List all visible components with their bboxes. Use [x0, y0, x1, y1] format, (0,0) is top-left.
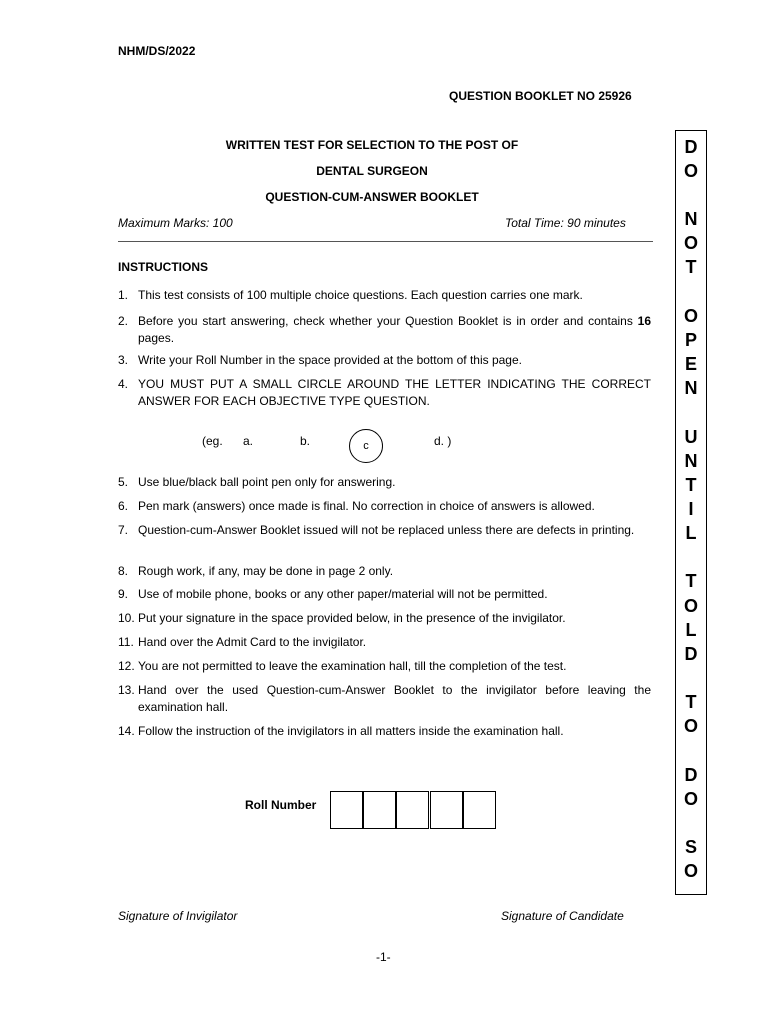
page-number: -1- [376, 950, 391, 964]
example-circled-option-c: c [349, 429, 383, 463]
banner-letter: O [683, 161, 698, 181]
instruction-item [118, 682, 651, 716]
instruction-item [118, 522, 651, 539]
roll-number-digit-box[interactable] [396, 791, 429, 829]
example-open: (eg. [202, 434, 223, 448]
banner-letter: I [688, 499, 694, 519]
roll-number-label: Roll Number [245, 798, 317, 812]
item-number: 13. [118, 683, 135, 697]
item-text: Use of mobile phone, books or any other paper/material will not be permitted. [138, 587, 548, 601]
banner-letter: T [685, 257, 697, 277]
banner-letter: P [684, 330, 697, 350]
banner-letter: N [684, 209, 698, 229]
banner-letter: O [683, 596, 698, 616]
banner-letter: O [683, 233, 698, 253]
item-text: You are not permitted to leave the examination hall, till the completion of the test. [138, 659, 567, 673]
instruction-item [118, 658, 651, 675]
banner-letter: T [685, 571, 697, 591]
instructions-heading: INSTRUCTIONS [118, 260, 208, 274]
banner-letter: D [684, 137, 698, 157]
instruction-item [118, 563, 651, 580]
instruction-item [118, 634, 651, 651]
item-text: This test consists of 100 multiple choice questions. Each question carries one mark. [138, 288, 583, 302]
banner-letter: L [685, 620, 697, 640]
item-text [138, 313, 651, 347]
item-number: 6. [118, 499, 129, 513]
divider [118, 241, 653, 242]
example-option-b: b. [300, 434, 311, 448]
item-number: 11. [118, 635, 134, 649]
banner-letter: U [684, 427, 698, 447]
instruction-item [118, 723, 651, 740]
item-number: 5. [118, 475, 129, 489]
roll-number-digit-box[interactable] [363, 791, 396, 829]
instruction-item [118, 376, 651, 410]
item-number: 3. [118, 353, 129, 367]
item-number: 1. [118, 288, 129, 302]
question-booklet-number: QUESTION BOOKLET NO 25926 [449, 89, 632, 103]
item-text-part: pages. [138, 331, 175, 345]
item-text: Follow the instruction of the invigilators in all matters inside the examination hall. [138, 724, 564, 738]
roll-number-digit-box[interactable] [330, 791, 363, 829]
candidate-signature-label: Signature of Candidate [501, 909, 624, 923]
instruction-item [118, 498, 651, 515]
invigilator-signature-label: Signature of Invigilator [118, 909, 238, 923]
banner-letter: D [684, 765, 698, 785]
item-text: YOU MUST PUT A SMALL CIRCLE AROUND THE LETTER INDICATING THE CORRECT ANSWER FOR EACH OBJECTIVE TYPE QUESTION. [138, 377, 651, 408]
item-number: 8. [118, 564, 129, 578]
banner-letter: L [685, 523, 697, 543]
item-number: 2. [118, 314, 129, 328]
maximum-marks: Maximum Marks: 100 [118, 216, 233, 230]
item-number: 7. [118, 523, 129, 537]
title-line-2: DENTAL SURGEON [316, 164, 428, 178]
banner-letter: D [684, 644, 698, 664]
item-number: 10. [118, 611, 135, 625]
item-text: Pen mark (answers) once made is final. No correction in choice of answers is allowed. [138, 499, 595, 513]
item-number: 12. [118, 659, 135, 673]
banner-letter: O [683, 716, 698, 736]
banner-letter: O [683, 789, 698, 809]
item-text: Put your signature in the space provided below, in the presence of the invigilator. [138, 611, 566, 625]
item-number: 4. [118, 377, 129, 391]
instruction-item [118, 586, 651, 603]
paper-code: NHM/DS/2022 [118, 44, 196, 58]
instruction-item [118, 474, 651, 491]
banner-letter: T [685, 475, 697, 495]
item-text: Rough work, if any, may be done in page 2 only. [138, 564, 394, 578]
instruction-item [118, 352, 651, 369]
banner-letter: N [684, 378, 698, 398]
example-option-d: d. ) [434, 434, 452, 448]
banner-letter: O [683, 861, 698, 881]
title-line-1: WRITTEN TEST FOR SELECTION TO THE POST OF [225, 138, 519, 152]
item-text: Use blue/black ball point pen only for answering. [138, 475, 396, 489]
item-number: 14. [118, 724, 135, 738]
instruction-item [118, 313, 651, 347]
item-text: Question-cum-Answer Booklet issued will not be replaced unless there are defects in printing. [138, 523, 635, 537]
instruction-item [118, 287, 651, 304]
banner-letter: O [683, 306, 698, 326]
title-line-3: QUESTION-CUM-ANSWER BOOKLET [265, 190, 479, 204]
banner-letter: E [684, 354, 697, 374]
item-text: Hand over the Admit Card to the invigilator. [138, 635, 367, 649]
item-text: Write your Roll Number in the space provided at the bottom of this page. [138, 353, 522, 367]
roll-number-digit-box[interactable] [430, 791, 463, 829]
item-text-part: Before you start answering, check whether your Question Booklet is in order and contains [138, 314, 638, 328]
instruction-item [118, 610, 651, 627]
banner-letter: T [685, 692, 697, 712]
page-count: 16 [637, 314, 651, 328]
item-text: Hand over the used Question-cum-Answer Booklet to the invigilator before leaving the examination hall. [138, 683, 651, 714]
example-option-a: a. [243, 434, 254, 448]
total-time: Total Time: 90 minutes [505, 216, 626, 230]
banner-letter: N [684, 451, 698, 471]
roll-number-digit-box[interactable] [463, 791, 496, 829]
item-number: 9. [118, 587, 129, 601]
banner-letter: S [684, 837, 697, 857]
